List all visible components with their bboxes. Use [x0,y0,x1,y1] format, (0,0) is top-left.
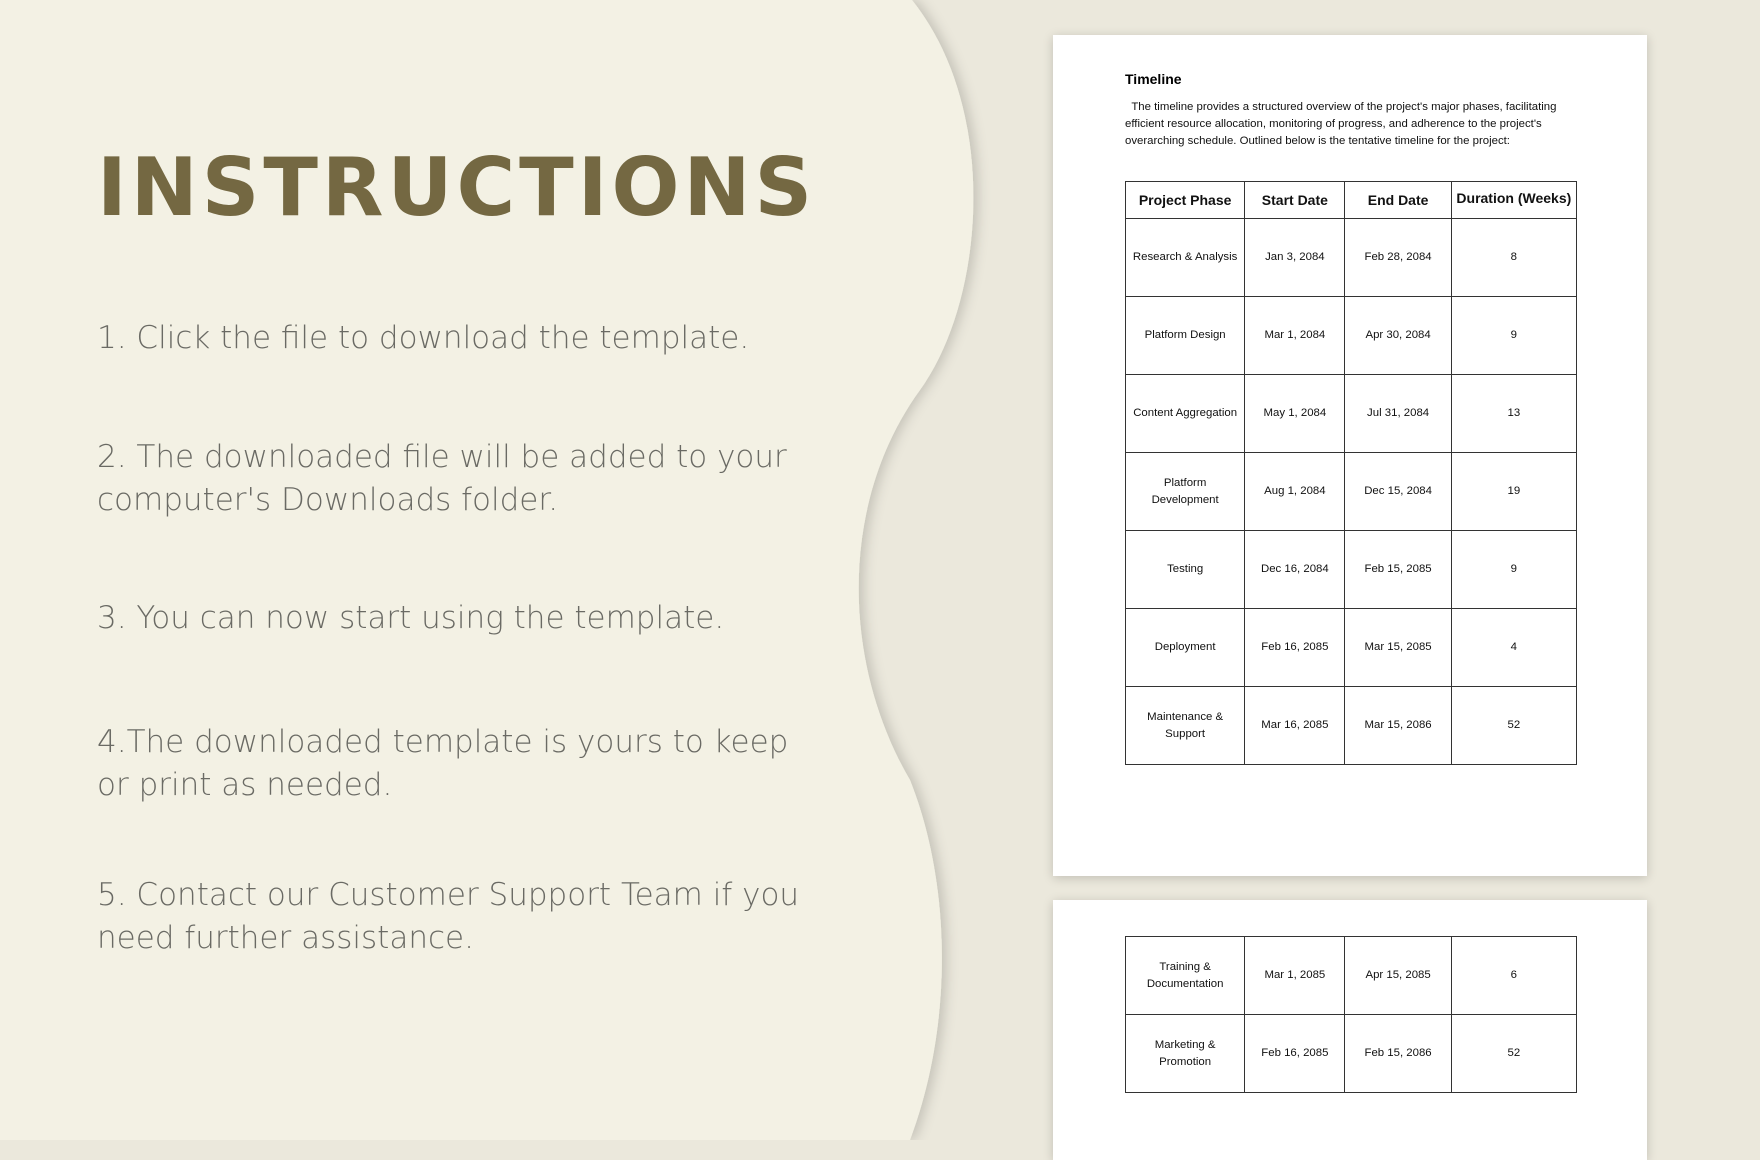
cell-phase: Platform Design [1126,297,1245,375]
instruction-step-4: 4.The downloaded template is yours to keep or print as needed. [97,724,789,803]
cell-duration: 6 [1451,937,1576,1015]
cell-end-date: Jul 31, 2084 [1345,375,1451,453]
cell-start-date: Mar 16, 2085 [1245,687,1345,765]
cell-phase: Testing [1126,531,1245,609]
cell-start-date: Mar 1, 2085 [1245,937,1345,1015]
cell-phase: Marketing & Promotion [1126,1015,1245,1093]
cell-duration: 4 [1451,609,1576,687]
cell-duration: 8 [1451,219,1576,297]
header-project-phase: Project Phase [1126,182,1245,219]
table-row [1126,297,1577,375]
instruction-step-2: 2. The downloaded file will be added to your computer's Downloads folder. [97,439,787,518]
document-page-1 [1053,35,1647,876]
table-row [1126,219,1577,297]
cell-phase: Deployment [1126,609,1245,687]
cell-duration: 52 [1451,1015,1576,1093]
cell-start-date: May 1, 2084 [1245,375,1345,453]
cell-phase: Maintenance & Support [1126,687,1245,765]
header-duration [1451,182,1576,219]
cell-duration: 9 [1451,531,1576,609]
header-end-date: End Date [1345,182,1451,219]
cell-duration: 9 [1451,297,1576,375]
table-row [1126,687,1577,765]
instruction-step-3: 3. You can now start using the template. [97,600,725,636]
cell-start-date: Feb 16, 2085 [1245,1015,1345,1093]
timeline-table [1125,181,1577,765]
cell-phase: Platform Development [1126,453,1245,531]
instructions-heading: INSTRUCTIONS [97,141,817,234]
cell-start-date: Mar 1, 2084 [1245,297,1345,375]
document-page-2 [1053,900,1647,1160]
header-duration-text: Duration (Weeks) [1456,190,1572,206]
cell-duration: 52 [1451,687,1576,765]
cell-end-date: Feb 15, 2085 [1345,531,1451,609]
table-row [1126,1015,1577,1093]
cell-duration: 19 [1451,453,1576,531]
table-row [1126,375,1577,453]
cell-duration: 13 [1451,375,1576,453]
instruction-step-5: 5. Contact our Customer Support Team if you need further assistance. [97,877,800,956]
table-row [1126,453,1577,531]
cell-start-date: Feb 16, 2085 [1245,609,1345,687]
cell-end-date: Mar 15, 2086 [1345,687,1451,765]
instruction-step-1: 1. Click the file to download the template. [97,320,750,356]
cell-end-date: Feb 28, 2084 [1345,219,1451,297]
header-start-date: Start Date [1245,182,1345,219]
cell-start-date: Dec 16, 2084 [1245,531,1345,609]
cell-start-date: Aug 1, 2084 [1245,453,1345,531]
table-header-row [1126,182,1577,219]
cell-end-date: Apr 15, 2085 [1345,937,1451,1015]
timeline-table-continued [1125,936,1577,1093]
cell-end-date: Feb 15, 2086 [1345,1015,1451,1093]
cell-start-date: Jan 3, 2084 [1245,219,1345,297]
cell-end-date: Dec 15, 2084 [1345,453,1451,531]
table-row [1126,937,1577,1015]
document-intro [1125,99,1575,150]
document-title: Timeline [1125,71,1182,87]
table-row [1126,531,1577,609]
cell-phase: Research & Analysis [1126,219,1245,297]
cell-phase: Training & Documentation [1126,937,1245,1015]
table-row [1126,609,1577,687]
cell-end-date: Apr 30, 2084 [1345,297,1451,375]
cell-end-date: Mar 15, 2085 [1345,609,1451,687]
document-intro-text: The timeline provides a structured overview of the project's major phases, facilitating efficient resource allocation, monitoring of progress, and adherence to the project's overarching schedule. Outlined below is the tentative timeline for the project: [1125,101,1557,147]
cell-phase: Content Aggregation [1126,375,1245,453]
